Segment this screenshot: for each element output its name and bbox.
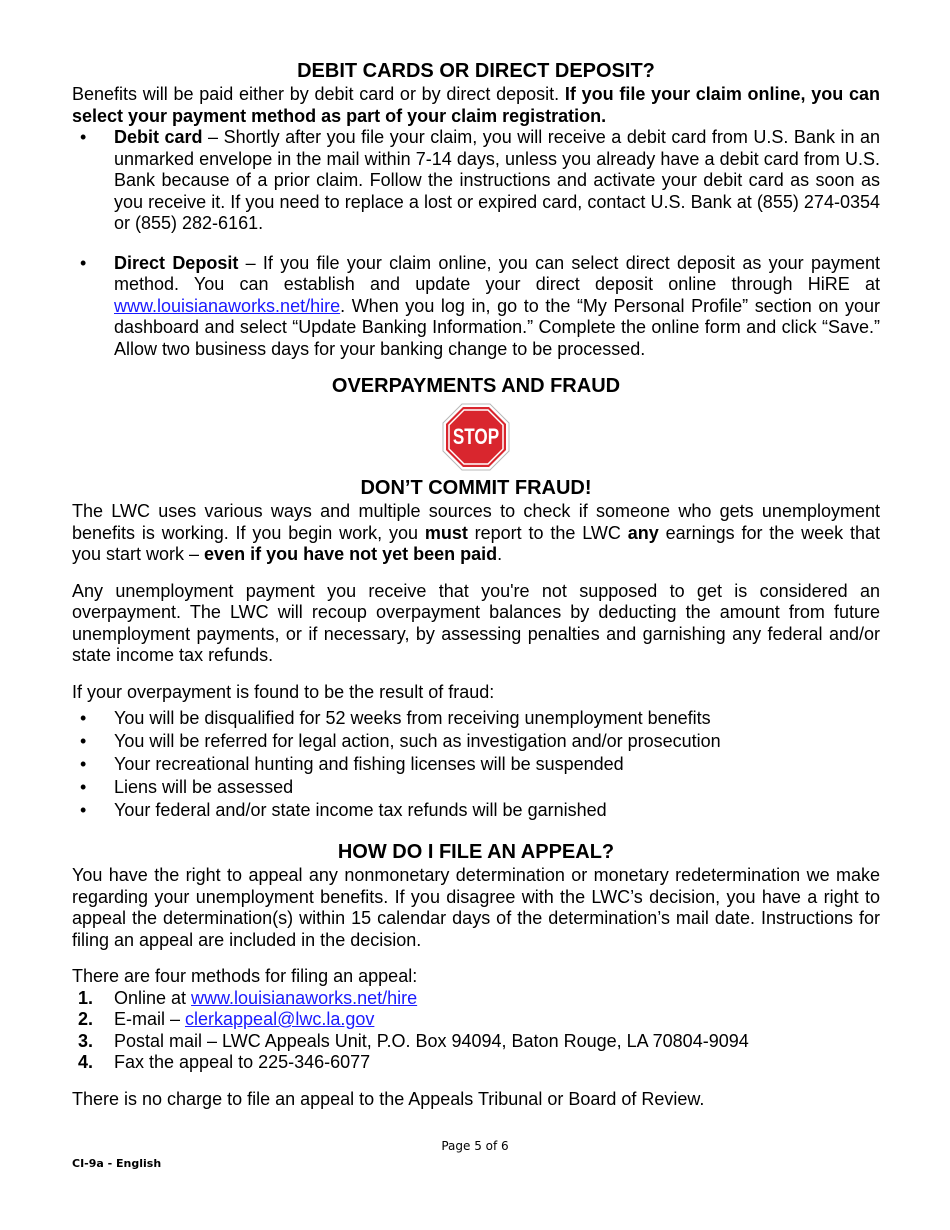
hire-appeal-link[interactable]: www.louisianaworks.net/hire [191,987,418,1008]
page-number: Page 5 of 6 [441,1139,509,1153]
list-item: • Liens will be assessed [72,776,880,799]
fraud-paragraph-1: The LWC uses various ways and multiple sources to check if someone who gets unemployment benefits is working. If you begin work, you must report to the LWC any earnings for the week that you start work – even if you have not yet been paid. [72,501,881,564]
list-item-appeal-email: 2. E-mail – clerkappeal@lwc.la.gov [78,1009,375,1029]
list-item: • You will be disqualified for 52 weeks from receiving unemployment benefits [72,707,880,730]
list-item-appeal-mail: 3. Postal mail – LWC Appeals Unit, P.O. Box 94094, Baton Rouge, LA 70804-9094 [78,1030,749,1051]
form-code: CI-9a - English [72,1157,162,1170]
fraud-paragraph-2: Any unemployment payment you receive that you're not supposed to get is considered an overpayment. The LWC will recoup overpayment balances by deducting the amount from future unemployment payments, or if necessary, by assessing penalties and garnishing any federal and/or state income tax refunds. [72,580,880,665]
heading-file-appeal: HOW DO I FILE AN APPEAL? [337,841,615,863]
appeal-methods-list [72,988,880,1074]
appeal-paragraph-3: There is no charge to file an appeal to the Appeals Tribunal or Board of Review. [72,1088,705,1109]
list-item-debit-card: • Debit card – Shortly after you file your claim, you will receive a debit card from U.S. Bank in an unmarked envelope in the mail within 7-14 days, unless you already have a debit card from U.S. Bank because of a prior claim. Follow the instructions and activate your debit card as soon as you receive it. If you need to replace a lost or expired card, contact U.S. Bank at (855) 274-0354 or (855) 282-6161. [72,127,880,235]
list-item: • Your recreational hunting and fishing licenses will be suspended [72,753,880,776]
clerk-email-link[interactable]: clerkappeal@lwc.la.gov [185,1009,375,1029]
list-item-appeal-online: 1. Online at www.louisianaworks.net/hire [78,987,418,1008]
appeal-paragraph-2: There are four methods for filing an appeal: [72,966,418,986]
stop-sign-icon [442,403,510,471]
document-page [72,58,880,1110]
stop-sign-text: STOP [452,425,500,450]
heading-debit-cards: DEBIT CARDS OR DIRECT DEPOSIT? [297,60,655,82]
appeal-paragraph-1: You have the right to appeal any nonmonetary determination or monetary redetermination we make regarding your unemployment benefits. If you disagree with the LWC’s decision, you have a right to appeal the determination(s) within 15 calendar days of the determination’s mail date. Instructions for filing an appeal are included in the decision. [72,865,880,950]
list-item: • Your federal and/or state income tax refunds will be garnished [72,799,880,822]
payment-method-list [72,127,880,360]
list-item-direct-deposit: • Direct Deposit – If you file your claim online, you can select direct deposit as your payment method. You can establish and update your direct deposit online through HiRE at www.louisianaworks.net/hire. When you log in, go to the “My Personal Profile” section on your dashboard and select “Update Banking Information.” Complete the online form and click “Save.” Allow two business days for your banking change to be processed. [72,253,880,361]
stop-sign-wrap [72,403,880,471]
list-item-appeal-fax: 4. Fax the appeal to 225-346-6077 [78,1052,371,1072]
hire-link[interactable]: www.louisianaworks.net/hire [114,295,341,316]
fraud-paragraph-3: If your overpayment is found to be the result of fraud: [72,681,495,702]
debit-intro: Benefits will be paid either by debit card or by direct deposit. If you file your claim online, you can select your payment method as part of your claim registration. [72,84,881,126]
list-item: • You will be referred for legal action, such as investigation and/or prosecution [72,730,880,753]
heading-dont-commit-fraud: DON’T COMMIT FRAUD! [360,477,592,499]
fraud-consequences-list [72,707,880,822]
heading-overpayments: OVERPAYMENTS AND FRAUD [331,375,621,397]
